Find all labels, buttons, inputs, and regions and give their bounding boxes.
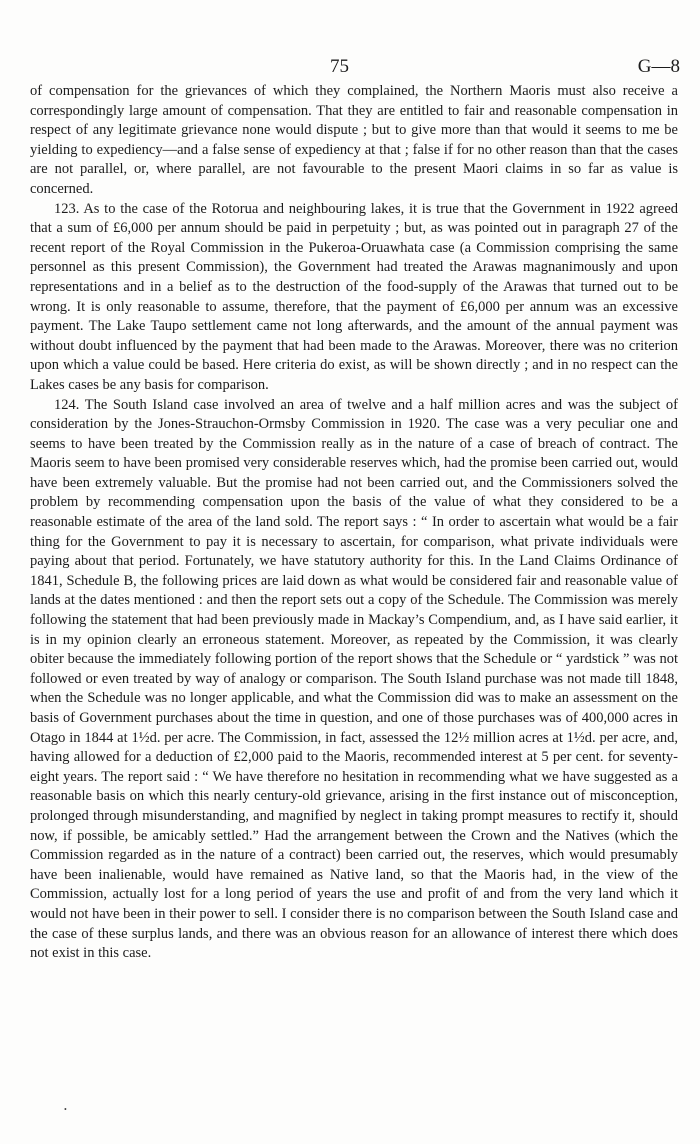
page-number: 75 (330, 56, 349, 77)
paragraph-123: 123. As to the case of the Rotorua and neighbouring lakes, it is true that the Government in 1922 agreed that a sum of £6,000 per annum should be paid in perpetuity ; but, as was pointed out in paragraph 27 of the recent report of the Royal Commission in the Pukeroa-Oruawhata case (a Commission comprising the same personnel as this present Commission), the Government had treated the Arawas magnanimously and upon representations and in a belief as to the destruction of the food-supply of the Arawas that turned out to be wrong. It is only reasonable to assume, therefore, that the payment of £6,000 per annum was an excessive payment. The Lake Taupo settlement came not long afterwards, and the amount of the annual payment was without doubt influenced by the payment that had been made to the Arawas. Moreover, there was no criterion upon which a value could be based. Here criteria do exist, as will be shown directly ; and in no respect can the Lakes cases be any basis for comparison. (30, 200, 678, 393)
body-text (30, 82, 678, 964)
page-header (0, 56, 700, 80)
paragraph-124: 124. The South Island case involved an area of twelve and a half million acres and was the subject of consideration by the Jones-Strauchon-Ormsby Commission in 1920. The case was a very peculiar one and seems to have been treated by the Commission really as in the nature of a case of breach of contract. The Maoris seem to have been promised very considerable reserves which, had the promise been carried out, would have been extremely valuable. But the promise had not been carried out, and the Commissioners solved the problem by recommending compensation upon the basis of the value of what they considered to be a reasonable estimate of the area of the land sold. The report says : “ In order to ascertain what would be a fair thing for the Government to pay it is necessary to ascertain, for comparison, what private individuals were paying about that period. Fortunately, we have statutory authority for this. In the Land Claims Ordinance of 1841, Schedule B, the following prices are laid down as what would be considered fair and reasonable value of lands at the dates mentioned : and then the report sets out a copy of the Schedule. The Commission was merely following the statement that had been previously made in Mackay’s Compendium, and, as I have said earlier, it is in my opinion clearly an erroneous statement. Moreover, as repeated by the Commission, it was clearly obiter because the immediately following portion of the report shows that the Schedule or “ yardstick ” was not followed or even treated by way of analogy or comparison. The South Island purchase was not made till 1848, when the Schedule was no longer applicable, and what the Commission did was to make an assessment on the basis of Government purchases about the time in question, and one of those purchases was of 400,000 acres in Otago in 1844 at 1½d. per acre. The Commission, in fact, assessed the 12½ million acres at 1½d. per acre, and, having allowed for a deduction of £2,000 paid to the Maoris, recommended interest at 5 per cent. for seventy-eight years. The report said : “ We have therefore no hesitation in recommending what we have suggested as a reasonable basis on which this nearly century-old grievance, arising in the first instance out of misconception, prolonged through misunderstanding, and magnified by neglect in taking prompt measures to rectify it, should now, if possible, be amicably settled.” Had the arrangement between the Crown and the Natives (which the Commission regarded as in the nature of a contract) been carried out, the reserves, which would presumably have been inalienable, would have remained as Native land, so that the Maoris had, in the view of the Commission, actually lost for a long period of years the use and profit of and from the very land which it would not have been in their power to sell. I consider there is no comparison between the South Island case and the case of these surplus lands, and there was an obvious reason for an allowance of interest there which does not exist in this case. (30, 396, 678, 962)
paragraph-continuation: of compensation for the grievances of which they complained, the Northern Maoris must also receive a correspondingly large amount of compensation. That they are entitled to fair and reasonable compensation in respect of any legitimate grievance none would dispute ; but to give more than that would it seems to me be yielding to expediency—and a false sense of expediency at that ; false if for no other reason than that the cases are not parallel, or, where parallel, are not favourable to the present Maori claims in so far as value is concerned. (30, 83, 678, 197)
document-reference: G—8 (637, 56, 680, 77)
footer-mark: • (64, 1105, 67, 1114)
